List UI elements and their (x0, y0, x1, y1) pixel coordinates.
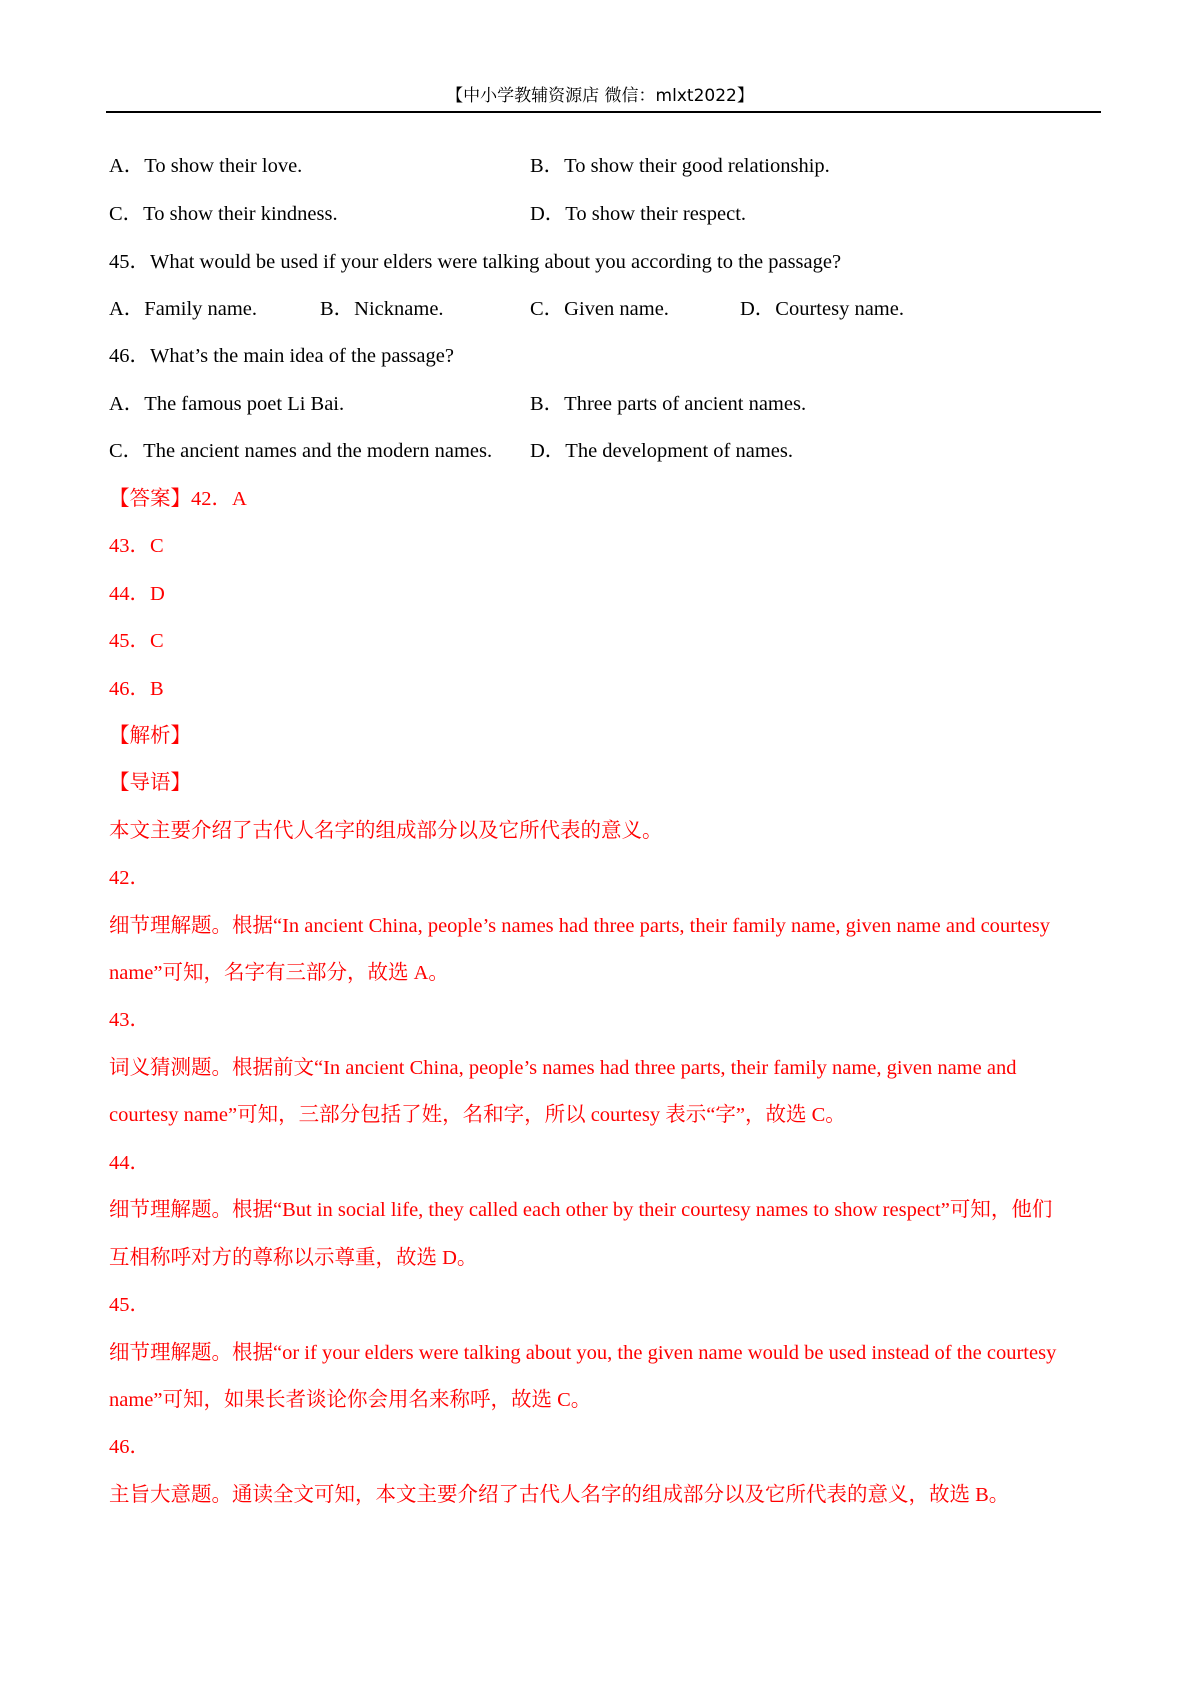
analysis-42-line1: 细节理解题。根据“In ancient China, people’s names had three parts, their family name, given name and courtesy (109, 915, 1051, 937)
answer-43: 43．C (109, 535, 164, 557)
analysis-43-line1: 词义猜测题。根据前文“In ancient China, people’s names had three parts, their family name, given name and (109, 1057, 1017, 1079)
answer-45: 45．C (109, 630, 164, 652)
q46-option-d: D．The development of names. (530, 440, 794, 462)
q45-option-d: D．Courtesy name. (740, 298, 904, 320)
analysis-44-number: 44． (109, 1152, 150, 1174)
analysis-45-line1: 细节理解题。根据“or if your elders were talking about you, the given name would be used instead of the courtesy (109, 1342, 1057, 1364)
q46-option-a: A．The famous poet Li Bai. (109, 393, 345, 415)
q45-stem: 45．What would be used if your elders were talking about you according to the passage? (109, 251, 842, 273)
analysis-43-number: 43． (109, 1009, 150, 1031)
page-header: 【中小学教辅资源店 微信：mlxt2022】 (446, 86, 754, 106)
analysis-heading: 【解析】 (109, 725, 191, 747)
q45-option-c: C．Given name. (530, 298, 669, 320)
q44-option-b: B．To show their good relationship. (530, 155, 830, 177)
q46-option-b: B．Three parts of ancient names. (530, 393, 807, 415)
analysis-45-number: 45． (109, 1294, 150, 1316)
q45-option-a: A．Family name. (109, 298, 258, 320)
q44-option-c: C．To show their kindness. (109, 203, 338, 225)
analysis-44-line1: 细节理解题。根据“But in social life, they called each other by their courtesy names to show respect”可知，他们 (109, 1199, 1053, 1221)
q45-option-b: B．Nickname. (320, 298, 444, 320)
intro-text: 本文主要介绍了古代人名字的组成部分以及它所代表的意义。 (109, 820, 663, 842)
answer-46: 46．B (109, 678, 164, 700)
q44-option-a: A．To show their love. (109, 155, 303, 177)
analysis-46-line1: 主旨大意题。通读全文可知，本文主要介绍了古代人名字的组成部分以及它所代表的意义，故选 B。 (109, 1484, 1010, 1506)
q46-stem: 46．What’s the main idea of the passage? (109, 345, 454, 367)
q44-option-d: D．To show their respect. (530, 203, 747, 225)
q46-option-c: C．The ancient names and the modern names. (109, 440, 493, 462)
header-rule (106, 111, 1101, 113)
analysis-46-number: 46． (109, 1436, 150, 1458)
intro-heading: 【导语】 (109, 772, 191, 794)
answer-44: 44．D (109, 583, 165, 605)
analysis-42-number: 42． (109, 867, 150, 889)
analysis-45-line2: name”可知，如果长者谈论你会用名来称呼，故选 C。 (109, 1389, 592, 1411)
answer-heading-42: 【答案】42．A (109, 488, 247, 510)
analysis-44-line2: 互相称呼对方的尊称以示尊重，故选 D。 (109, 1247, 478, 1269)
analysis-43-line2: courtesy name”可知，三部分包括了姓，名和字，所以 courtesy 表示“字”，故选 C。 (109, 1104, 846, 1126)
analysis-42-line2: name”可知，名字有三部分，故选 A。 (109, 962, 449, 984)
